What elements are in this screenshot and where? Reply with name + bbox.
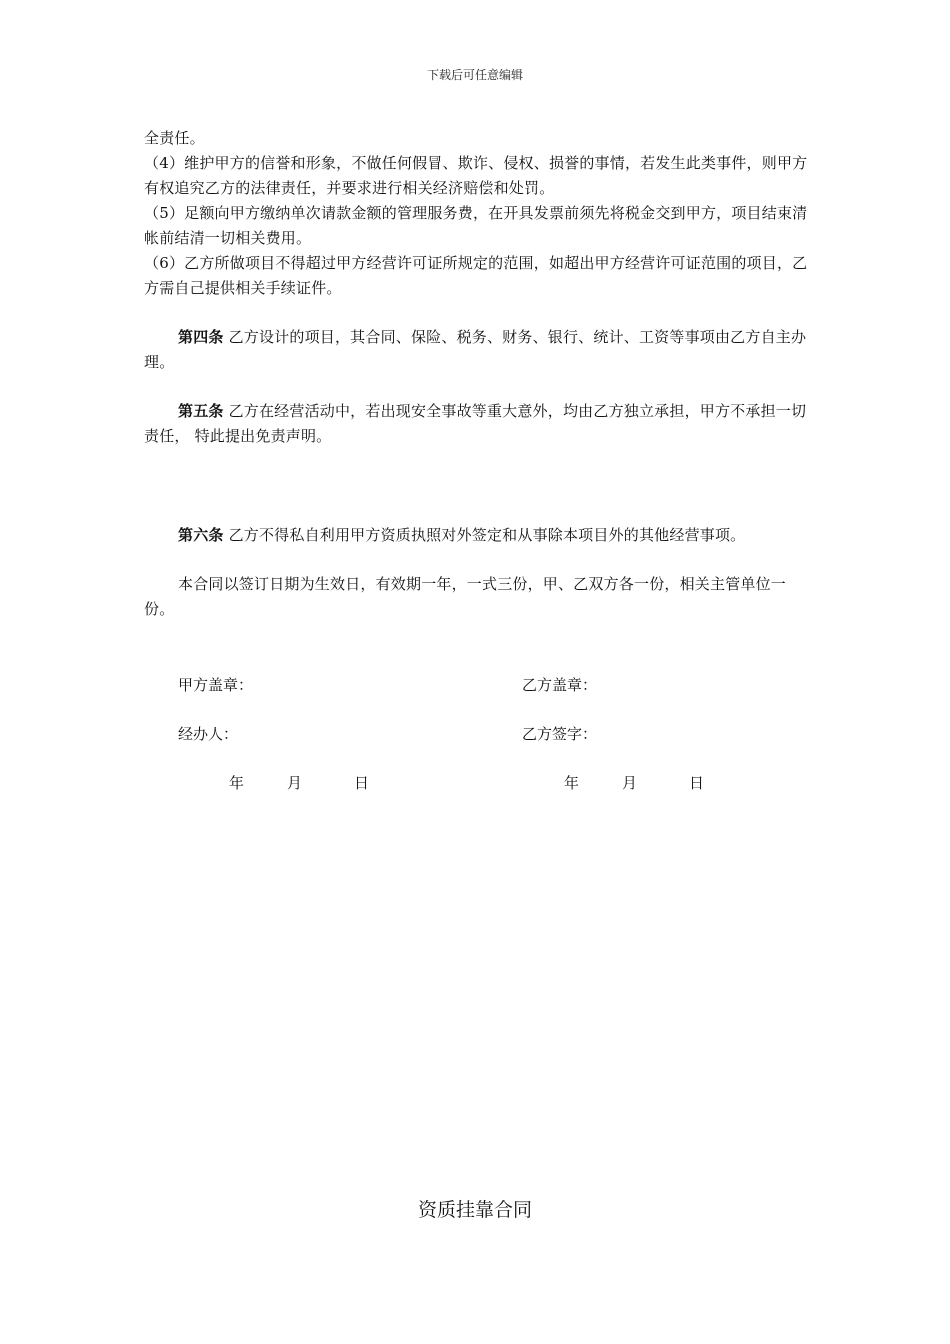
handler-label: 经办人： (178, 725, 239, 743)
validity-clause: 本合同以签订日期为生效日，有效期一年，一式三份，甲、乙双方各一份，相关主管单位一份。 (144, 575, 787, 618)
article-6-text: 乙方不得私自利用甲方资质执照对外签定和从事除本项目外的其他经营事项。 (223, 526, 746, 544)
article-6-title: 第六条 (178, 526, 224, 544)
party-a-date-month: 月 (287, 774, 303, 792)
party-a-date-day: 日 (354, 774, 370, 792)
article-5-text: 乙方在经营活动中，若出现安全事故等重大意外，均由乙方独立承担，甲方不承担一切责任， 特此提出免责声明。 (144, 402, 807, 445)
party-b-date-day: 日 (689, 774, 705, 792)
party-a-seal-label: 甲方盖章： (178, 676, 254, 694)
party-b-date-month: 月 (622, 774, 638, 792)
party-a-date-year: 年 (229, 774, 245, 792)
contract-body (144, 126, 816, 622)
article-5-title: 第五条 (178, 402, 224, 420)
party-b-seal-label: 乙方盖章： (522, 676, 598, 694)
party-b-date-year: 年 (564, 774, 580, 792)
article-4 (144, 325, 816, 375)
article-5 (144, 399, 816, 449)
continuation-line: 全责任。 (144, 129, 205, 147)
clause-item-4: （4）维护甲方的信誉和形象，不做任何假冒、欺诈、侵权、损誉的事情，若发生此类事件，则甲方有权追究乙方的法律责任，并要求进行相关经济赔偿和处罚。 (144, 154, 808, 197)
page-header: 下载后可任意编辑 (426, 68, 523, 82)
article-4-title: 第四条 (178, 328, 224, 346)
clause-item-5: （5）足额向甲方缴纳单次请款金额的管理服务费，在开具发票前须先将税金交到甲方，项目结束清帐前结清一切相关费用。 (144, 204, 808, 247)
article-6 (144, 523, 816, 548)
clause-item-6: （6）乙方所做项目不得超过甲方经营许可证所规定的范围，如超出甲方经营许可证范围的项目，乙方需自己提供相关手续证件。 (144, 254, 808, 297)
party-b-sign-label: 乙方签字： (522, 725, 598, 743)
article-4-text: 乙方设计的项目，其合同、保险、税务、财务、银行、统计、工资等事项由乙方自主办理。 (144, 328, 807, 371)
document-footer-title: 资质挂靠合同 (417, 1199, 532, 1221)
